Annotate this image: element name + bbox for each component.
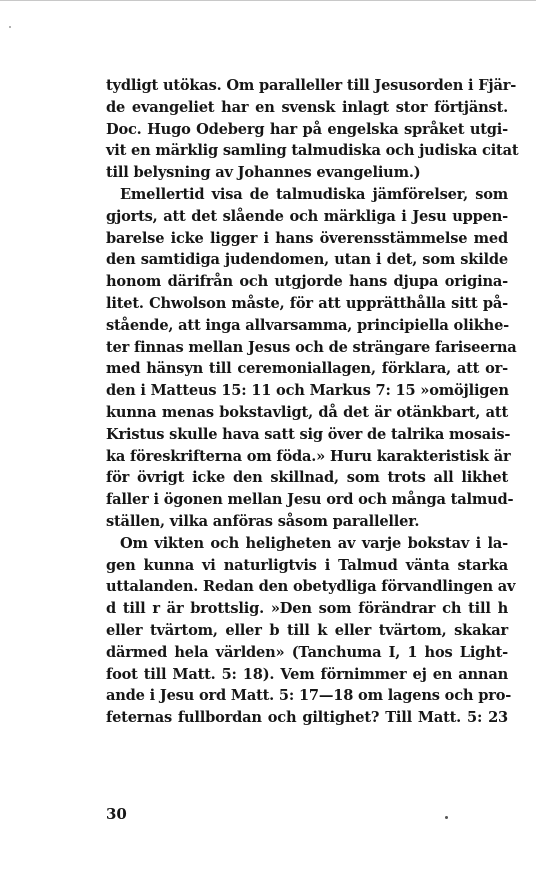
page-top-edge <box>0 0 536 1</box>
text-line: barelse icke ligger i hans överensstämmelse med <box>106 229 508 247</box>
text-line: Doc. Hugo Odeberg har på engelska språket utgi- <box>106 120 508 138</box>
text-line: gen kunna vi naturligtvis i Talmud vänta starka <box>106 556 508 574</box>
text-line: ande i Jesu ord Matt. 5: 17—18 om lagens och pro- <box>106 687 512 705</box>
text-line: eller tvärtom, eller b till k eller tvärtom, skakar <box>106 621 508 639</box>
text-line: den i Matteus 15: 11 och Markus 7: 15 »omöjligen <box>106 382 509 400</box>
text-line: med hänsyn till ceremoniallagen, förklara, att or- <box>106 360 508 378</box>
text-line: ka föreskrifterna om föda.» Huru karakteristisk är <box>106 447 511 465</box>
paragraph <box>106 533 516 729</box>
text-line: gjorts, att det slående och märkliga i Jesu uppen- <box>106 207 508 225</box>
text-line: därmed hela världen» (Tanchuma I, 1 hos Light- <box>106 643 508 661</box>
text-line: ställen, vilka anföras såsom paralleller. <box>106 512 420 530</box>
text-line: honom därifrån och utgjorde hans djupa origina- <box>106 273 508 291</box>
text-line: ter finnas mellan Jesus och de strängare fariseerna <box>106 338 517 356</box>
text-line: Kristus skulle hava satt sig över de talrika mosais- <box>106 425 511 443</box>
text-line: till belysning av Johannes evangelium.) <box>106 164 421 182</box>
text-line: kunna menas bokstavligt, då det är otänkbart, att <box>106 403 508 421</box>
text-line: stående, att inga allvarsamma, principiella olikhe- <box>106 316 510 334</box>
text-line: faller i ögonen mellan Jesu ord och många talmud- <box>106 491 514 509</box>
text-line: tydligt utökas. Om paralleller till Jesusorden i Fjär- <box>106 77 517 94</box>
paragraph <box>106 75 519 184</box>
text-line: d till r är brottslig. »Den som förändrar ch till h <box>106 600 508 618</box>
text-line: den samtidiga judendomen, utan i det, som skilde <box>106 251 508 269</box>
text-line: litet. Chwolson måste, för att upprätthålla sitt på- <box>106 294 508 312</box>
text-line: för övrigt icke den skillnad, som trots all likhet <box>106 469 508 487</box>
text-line: Emellertid visa de talmudiska jämförelser, som <box>120 185 508 203</box>
text-line: uttalanden. Redan den obetydliga förvandlingen av <box>106 578 516 596</box>
text-line: de evangeliet har en svensk inlagt stor förtjänst. <box>106 98 508 116</box>
paragraph <box>106 184 517 533</box>
text-line: feternas fullbordan och giltighet? Till Matt. 5: 23 <box>106 709 508 727</box>
speck-mark <box>445 816 448 819</box>
text-line: foot till Matt. 5: 18). Vem förnimmer ej en annan <box>106 665 508 683</box>
body-text <box>106 75 519 729</box>
text-line: vit en märklig samling talmudiska och judiska citat <box>106 142 519 160</box>
page-number: 30 <box>106 805 127 823</box>
speck-mark <box>9 26 11 28</box>
text-line: Om vikten och heligheten av varje bokstav i la- <box>120 534 508 552</box>
